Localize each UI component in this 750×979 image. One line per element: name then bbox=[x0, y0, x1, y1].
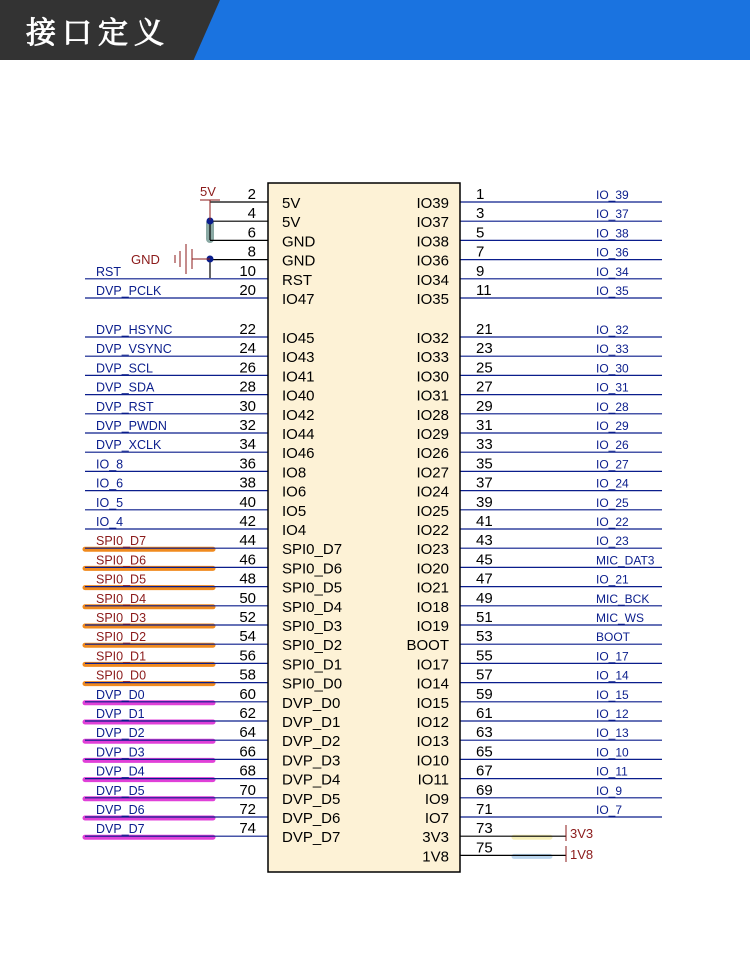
net-label-dvp-vsync: DVP_VSYNC bbox=[96, 342, 172, 357]
pin-number-56: 56 bbox=[239, 647, 256, 665]
pin-label-65: IO10 bbox=[416, 752, 449, 770]
net-label-io-24: IO_24 bbox=[596, 476, 629, 491]
pin-label-46: SPI0_D6 bbox=[282, 560, 343, 578]
pin-label-50: SPI0_D4 bbox=[282, 598, 343, 616]
pin-label-53: BOOT bbox=[406, 637, 449, 655]
pin-number-75: 75 bbox=[476, 839, 493, 857]
pin-number-74: 74 bbox=[239, 820, 256, 838]
pin-label-7: IO36 bbox=[416, 252, 449, 270]
pin-label-1: IO39 bbox=[416, 195, 449, 212]
pin-number-51: 51 bbox=[476, 609, 493, 626]
net-label-io-22: IO_22 bbox=[596, 515, 629, 529]
pin-number-42: 42 bbox=[239, 513, 256, 530]
pin-number-6: 6 bbox=[247, 224, 256, 242]
net-label-io-27: IO_27 bbox=[596, 457, 629, 472]
net-label-io-25: IO_25 bbox=[596, 495, 629, 510]
net-label-spi0-d2: SPI0_D2 bbox=[96, 630, 147, 645]
pin-number-61: 61 bbox=[476, 705, 493, 722]
net-label-io-9: IO_9 bbox=[596, 783, 623, 798]
pin-number-62: 62 bbox=[239, 705, 256, 722]
pin-number-4: 4 bbox=[247, 205, 256, 223]
net-label-io-37: IO_37 bbox=[596, 207, 629, 222]
pin-label-25: IO30 bbox=[416, 368, 449, 386]
net-label-io-30: IO_30 bbox=[596, 361, 629, 376]
net-label-io-39: IO_39 bbox=[596, 188, 629, 202]
pin-label-48: SPI0_D5 bbox=[282, 579, 343, 597]
pin-number-73: 73 bbox=[476, 820, 493, 838]
pin-number-1: 1 bbox=[476, 186, 485, 203]
net-label-io-26: IO_26 bbox=[596, 438, 629, 453]
pin-number-9: 9 bbox=[476, 262, 485, 280]
pin-label-24: IO43 bbox=[282, 349, 315, 367]
net-label-dvp-sda: DVP_SDA bbox=[96, 380, 155, 395]
net-label-dvp-scl: DVP_SCL bbox=[96, 361, 153, 376]
net-label-spi0-d6: SPI0_D6 bbox=[96, 553, 147, 568]
pin-number-47: 47 bbox=[476, 570, 493, 588]
pin-label-61: IO12 bbox=[416, 714, 449, 731]
net-label-spi0-d7: SPI0_D7 bbox=[96, 534, 147, 549]
pin-label-59: IO15 bbox=[416, 694, 449, 712]
pin-label-55: IO17 bbox=[416, 656, 449, 674]
pin-number-29: 29 bbox=[476, 397, 493, 415]
pin-label-47: IO21 bbox=[416, 579, 449, 597]
net-label-io-35: IO_35 bbox=[596, 284, 629, 298]
pin-number-28: 28 bbox=[239, 378, 256, 396]
pin-label-10: RST bbox=[282, 271, 312, 289]
pin-number-57: 57 bbox=[476, 666, 493, 684]
net-label-dvp-d0: DVP_D0 bbox=[96, 687, 145, 702]
pin-label-75: 1V8 bbox=[422, 848, 449, 866]
power-gnd-symbol bbox=[175, 244, 210, 274]
pin-label-40: IO5 bbox=[282, 502, 307, 520]
net-label-dvp-d4: DVP_D4 bbox=[96, 764, 145, 779]
pin-number-40: 40 bbox=[239, 493, 256, 511]
pin-label-68: DVP_D4 bbox=[282, 771, 341, 789]
net-label-boot: BOOT bbox=[596, 630, 631, 645]
pin-label-43: IO23 bbox=[416, 541, 449, 559]
pin-number-44: 44 bbox=[239, 532, 256, 550]
pin-label-34: IO46 bbox=[282, 445, 315, 463]
net-label-io-34: IO_34 bbox=[596, 264, 629, 279]
net-label-io-5: IO_5 bbox=[96, 495, 124, 510]
pin-label-52: SPI0_D3 bbox=[282, 618, 343, 635]
pin-label-30: IO42 bbox=[282, 406, 315, 424]
power-5v-symbol bbox=[200, 200, 220, 220]
net-label-dvp-pwdn: DVP_PWDN bbox=[96, 419, 167, 433]
net-label-io-28: IO_28 bbox=[596, 399, 629, 414]
net-label-spi0-d5: SPI0_D5 bbox=[96, 572, 147, 587]
net-label-io-14: IO_14 bbox=[596, 668, 629, 683]
pin-label-29: IO28 bbox=[416, 406, 449, 424]
net-label-io-31: IO_31 bbox=[596, 380, 629, 395]
pin-label-38: IO6 bbox=[282, 483, 307, 501]
pin-number-39: 39 bbox=[476, 493, 493, 511]
pin-number-7: 7 bbox=[476, 243, 485, 261]
net-label-dvp-d2: DVP_D2 bbox=[96, 726, 145, 741]
pin-label-4: 5V bbox=[282, 214, 301, 232]
net-label-dvp-d7: DVP_D7 bbox=[96, 822, 145, 837]
pin-label-73: 3V3 bbox=[422, 829, 449, 847]
pin-number-55: 55 bbox=[476, 647, 493, 665]
pin-number-3: 3 bbox=[476, 205, 485, 223]
net-label-io-21: IO_21 bbox=[596, 572, 629, 587]
pin-number-36: 36 bbox=[239, 455, 256, 473]
pin-number-21: 21 bbox=[476, 321, 493, 338]
net-label-spi0-d3: SPI0_D3 bbox=[96, 611, 147, 625]
pin-number-60: 60 bbox=[239, 685, 256, 703]
pin-number-64: 64 bbox=[239, 724, 256, 742]
pin-label-37: IO24 bbox=[416, 483, 449, 501]
pin-number-54: 54 bbox=[239, 628, 256, 646]
net-label-spi0-d4: SPI0_D4 bbox=[96, 591, 147, 606]
net-label-spi0-d0: SPI0_D0 bbox=[96, 668, 147, 683]
net-label-io-11: IO_11 bbox=[596, 764, 628, 779]
pin-label-27: IO31 bbox=[416, 387, 449, 405]
pin-number-45: 45 bbox=[476, 551, 493, 569]
power-gnd-label: GND bbox=[131, 252, 160, 267]
pin-number-32: 32 bbox=[239, 417, 256, 434]
pin-label-49: IO18 bbox=[416, 598, 449, 616]
pin-label-36: IO8 bbox=[282, 464, 307, 482]
net-label-spi0-d1: SPI0_D1 bbox=[96, 649, 147, 664]
pin-label-26: IO41 bbox=[282, 368, 315, 386]
pin-label-11: IO35 bbox=[416, 291, 449, 308]
pin-number-71: 71 bbox=[476, 801, 493, 818]
pin-label-62: DVP_D1 bbox=[282, 714, 341, 731]
net-label-io-36: IO_36 bbox=[596, 245, 629, 260]
pin-label-44: SPI0_D7 bbox=[282, 541, 343, 559]
pin-label-45: IO20 bbox=[416, 560, 449, 578]
pin-number-68: 68 bbox=[239, 762, 256, 780]
pin-number-2: 2 bbox=[247, 186, 256, 203]
pin-label-63: IO13 bbox=[416, 733, 449, 751]
pin-label-58: SPI0_D0 bbox=[282, 675, 343, 693]
pin-number-38: 38 bbox=[239, 474, 256, 492]
pin-label-35: IO27 bbox=[416, 464, 449, 482]
pin-number-24: 24 bbox=[239, 340, 256, 358]
pin-label-51: IO19 bbox=[416, 618, 449, 635]
net-label-dvp-xclk: DVP_XCLK bbox=[96, 438, 162, 453]
pin-label-67: IO11 bbox=[417, 771, 449, 789]
net-label-dvp-rst: DVP_RST bbox=[96, 399, 154, 414]
power-5v-label: 5V bbox=[200, 184, 216, 199]
net-label-io-38: IO_38 bbox=[596, 226, 629, 241]
pin-number-50: 50 bbox=[239, 589, 256, 607]
pin-number-58: 58 bbox=[239, 666, 256, 684]
net-label-io-29: IO_29 bbox=[596, 419, 629, 433]
pin-number-27: 27 bbox=[476, 378, 493, 396]
pin-number-52: 52 bbox=[239, 609, 256, 626]
pin-number-63: 63 bbox=[476, 724, 493, 742]
pin-label-5: IO38 bbox=[416, 233, 449, 251]
pin-label-74: DVP_D7 bbox=[282, 829, 341, 847]
net-label-rst: RST bbox=[96, 264, 121, 279]
pin-number-30: 30 bbox=[239, 397, 256, 415]
net-label-io-23: IO_23 bbox=[596, 534, 629, 549]
pin-number-59: 59 bbox=[476, 685, 493, 703]
pin-number-48: 48 bbox=[239, 570, 256, 588]
pin-label-2: 5V bbox=[282, 195, 301, 212]
pin-label-57: IO14 bbox=[416, 675, 449, 693]
net-label-dvp-hsync: DVP_HSYNC bbox=[96, 323, 173, 337]
pin-label-22: IO45 bbox=[282, 330, 315, 347]
net-label-io-15: IO_15 bbox=[596, 687, 629, 702]
pin-label-69: IO9 bbox=[424, 790, 449, 808]
net-label-io-12: IO_12 bbox=[596, 707, 629, 721]
pin-label-72: DVP_D6 bbox=[282, 810, 341, 827]
pin-label-21: IO32 bbox=[416, 330, 449, 347]
pin-label-3: IO37 bbox=[416, 214, 449, 232]
pin-label-8: GND bbox=[282, 252, 316, 270]
pin-number-31: 31 bbox=[476, 417, 493, 434]
pin-number-70: 70 bbox=[239, 781, 256, 799]
net-label-dvp-d1: DVP_D1 bbox=[96, 707, 145, 721]
net-label-io-10: IO_10 bbox=[596, 745, 629, 760]
net-label-mic-ws: MIC_WS bbox=[596, 611, 644, 625]
net-label-io-13: IO_13 bbox=[596, 726, 629, 741]
net-label-io-8: IO_8 bbox=[96, 457, 124, 472]
net-label-io-6: IO_6 bbox=[96, 476, 124, 491]
pin-label-42: IO4 bbox=[282, 522, 307, 539]
net-label-io-32: IO_32 bbox=[596, 323, 629, 337]
pin-number-23: 23 bbox=[476, 340, 493, 358]
pin-label-56: SPI0_D1 bbox=[282, 656, 343, 674]
net-label-mic-dat3: MIC_DAT3 bbox=[596, 553, 655, 568]
pin-number-34: 34 bbox=[239, 436, 256, 454]
pin-number-25: 25 bbox=[476, 359, 493, 377]
pin-number-37: 37 bbox=[476, 474, 493, 492]
net-label-io-7: IO_7 bbox=[596, 803, 623, 817]
pin-number-26: 26 bbox=[239, 359, 256, 377]
pin-number-72: 72 bbox=[239, 801, 256, 818]
net-label-io-4: IO_4 bbox=[96, 515, 124, 529]
pin-label-70: DVP_D5 bbox=[282, 790, 341, 808]
pin-number-67: 67 bbox=[476, 762, 493, 780]
pin-label-71: IO7 bbox=[424, 810, 449, 827]
power-3v3-label: 3V3 bbox=[570, 826, 594, 841]
pin-label-6: GND bbox=[282, 233, 316, 251]
net-label-dvp-d6: DVP_D6 bbox=[96, 803, 145, 817]
pin-number-20: 20 bbox=[239, 282, 256, 299]
pin-label-9: IO34 bbox=[416, 271, 449, 289]
pin-number-22: 22 bbox=[239, 321, 256, 338]
net-label-mic-bck: MIC_BCK bbox=[596, 591, 650, 606]
pin-label-60: DVP_D0 bbox=[282, 694, 341, 712]
pin-number-43: 43 bbox=[476, 532, 493, 550]
page-title: 接口定义 bbox=[26, 16, 170, 51]
pin-label-41: IO22 bbox=[416, 522, 449, 539]
net-label-dvp-d5: DVP_D5 bbox=[96, 783, 145, 798]
net-label-dvp-pclk: DVP_PCLK bbox=[96, 284, 162, 298]
pin-number-10: 10 bbox=[239, 262, 256, 280]
pin-label-20: IO47 bbox=[282, 291, 315, 308]
pin-label-23: IO33 bbox=[416, 349, 449, 367]
net-label-io-17: IO_17 bbox=[596, 649, 629, 664]
pin-label-33: IO26 bbox=[416, 445, 449, 463]
pin-label-39: IO25 bbox=[416, 502, 449, 520]
pin-label-66: DVP_D3 bbox=[282, 752, 341, 770]
pin-number-5: 5 bbox=[476, 224, 485, 242]
pin-number-65: 65 bbox=[476, 743, 493, 761]
pin-label-31: IO29 bbox=[416, 426, 449, 443]
pin-number-11: 11 bbox=[476, 282, 492, 299]
pin-number-49: 49 bbox=[476, 589, 493, 607]
power-1v8-label: 1V8 bbox=[570, 847, 594, 862]
pin-number-53: 53 bbox=[476, 628, 493, 646]
pin-label-54: SPI0_D2 bbox=[282, 637, 343, 655]
pin-label-32: IO44 bbox=[282, 426, 315, 443]
pin-label-64: DVP_D2 bbox=[282, 733, 341, 751]
pin-label-28: IO40 bbox=[282, 387, 315, 405]
pin-number-35: 35 bbox=[476, 455, 493, 473]
pin-number-41: 41 bbox=[476, 513, 493, 530]
pin-number-46: 46 bbox=[239, 551, 256, 569]
net-label-io-33: IO_33 bbox=[596, 342, 629, 357]
pin-number-69: 69 bbox=[476, 781, 493, 799]
net-label-dvp-d3: DVP_D3 bbox=[96, 745, 145, 760]
pin-number-66: 66 bbox=[239, 743, 256, 761]
pin-number-8: 8 bbox=[247, 243, 256, 261]
pin-number-33: 33 bbox=[476, 436, 493, 454]
